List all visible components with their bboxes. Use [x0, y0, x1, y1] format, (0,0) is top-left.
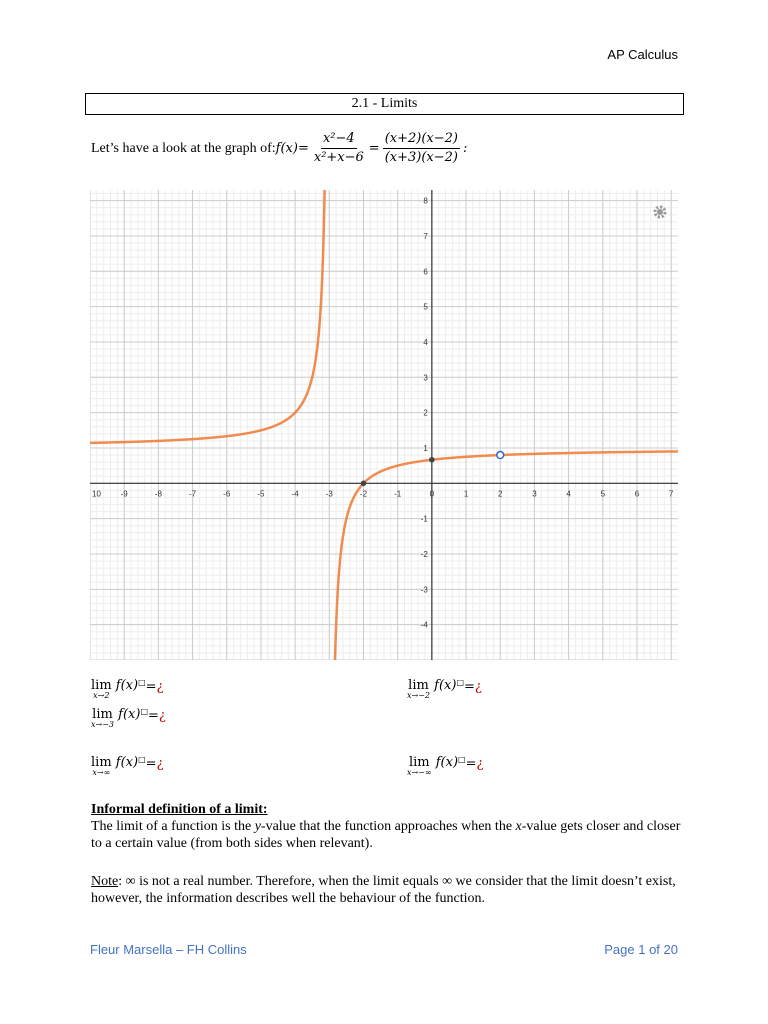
definition-part: -value that the function approaches when the — [260, 819, 516, 834]
y-value-term: y — [254, 819, 261, 834]
x-tick-label: 4 — [566, 489, 571, 499]
lim-subscript: x→−∞ — [407, 768, 432, 777]
y-tick-label: -3 — [420, 585, 428, 595]
lim-expression: f(x) — [115, 755, 139, 770]
x-tick-label: 2 — [498, 489, 503, 499]
x-tick-label: 1 — [463, 489, 469, 499]
lim-word: lim — [408, 755, 430, 770]
lim-expression: f(x) — [434, 678, 457, 693]
lim-answer: ¿ — [158, 708, 166, 724]
function-graph — [90, 190, 678, 660]
lim-expression: f(x) — [115, 678, 139, 693]
fraction-original — [312, 130, 366, 167]
x-tick-label: 7 — [668, 489, 674, 499]
definition-part: The limit of a function is the — [91, 819, 255, 834]
y-tick-label: -2 — [420, 549, 428, 559]
factored-denominator: (x+3)(x−2) — [384, 150, 458, 165]
footer-page-number: Page 1 of 20 — [604, 942, 678, 957]
lim-word: lim — [91, 755, 112, 770]
limit-x-to-neg-inf — [407, 755, 483, 777]
x-value-term: x — [515, 819, 522, 834]
lim-word: lim — [91, 678, 112, 693]
limit-x-to-neg3 — [91, 707, 166, 729]
fraction-factored — [383, 130, 460, 167]
x-tick-label: 6 — [634, 489, 640, 499]
open-point — [497, 452, 504, 459]
lim-box: □ — [458, 755, 466, 764]
x-tick-label: 3 — [532, 489, 537, 499]
gear-icon — [655, 207, 665, 217]
page-title: 2.1 - Limits — [85, 93, 684, 115]
lim-box: □ — [138, 755, 146, 764]
note-label: Note — [91, 874, 119, 889]
function-name: f(x)= — [275, 141, 309, 156]
x-tick-label: -1 — [394, 489, 402, 499]
y-tick-label: 7 — [423, 231, 428, 241]
lim-subscript: x→−3 — [91, 720, 115, 729]
y-tick-label: 3 — [423, 373, 428, 383]
header-course: AP Calculus — [607, 47, 678, 62]
x-tick-label: -9 — [120, 489, 128, 499]
lim-subscript: x→∞ — [92, 768, 111, 777]
limit-x-to-inf — [91, 755, 164, 777]
x-tick-label: -4 — [291, 489, 299, 499]
y-tick-label: 2 — [423, 408, 428, 418]
footer-author: Fleur Marsella – FH Collins — [90, 942, 247, 957]
x-tick-label: 0 — [429, 489, 435, 499]
lim-subscript: x→−2 — [407, 691, 431, 700]
y-tick-label: 1 — [423, 443, 428, 453]
lim-equals: = — [145, 679, 157, 695]
y-tick-label: -1 — [420, 514, 428, 524]
lim-equals: = — [145, 756, 157, 772]
y-tick-label: 5 — [423, 302, 428, 312]
lim-answer: ¿ — [476, 756, 484, 772]
intro-text: Let’s have a look at the graph of: — [91, 140, 276, 156]
equals-sign: = — [368, 141, 380, 156]
definition-section — [91, 801, 691, 852]
lim-box: □ — [456, 678, 465, 687]
x-tick-label: -5 — [257, 489, 265, 499]
y-tick-label: 6 — [423, 267, 428, 277]
x-tick-label: 5 — [600, 489, 606, 499]
definition-text — [91, 818, 691, 852]
lim-equals: = — [148, 708, 159, 724]
lim-answer: ¿ — [156, 756, 164, 772]
fraction-denominator: x²+x−6 — [313, 150, 364, 165]
x-tick-label: -8 — [154, 489, 162, 499]
note-section — [91, 873, 691, 907]
colon: : — [462, 141, 468, 156]
lim-equals: = — [465, 756, 477, 772]
lim-answer: ¿ — [474, 679, 482, 695]
limit-x-to-2 — [91, 678, 164, 700]
lim-expression: f(x) — [118, 707, 141, 722]
definition-part: -value gets closer and closer to a certain value (from both sides when relevant). — [91, 819, 681, 851]
lim-equals: = — [464, 679, 475, 695]
filled-point — [429, 457, 435, 463]
x-tick-label: -3 — [325, 489, 333, 499]
lim-answer: ¿ — [156, 679, 164, 695]
x-tick-label: -6 — [223, 489, 231, 499]
note-text: : ∞ is not a real number. Therefore, when the limit equals ∞ we consider that the limit doesn’t exist, however, the information describes well the behaviour of the function. — [91, 874, 676, 906]
y-tick-label: 4 — [423, 337, 428, 347]
lim-expression: f(x) — [435, 755, 459, 770]
x-tick-label: 10 — [92, 489, 101, 499]
lim-box: □ — [140, 707, 149, 716]
intro-line — [91, 130, 467, 167]
limit-x-to-neg2 — [407, 678, 482, 700]
y-tick-label: 8 — [423, 196, 428, 206]
x-tick-label: -2 — [359, 489, 368, 499]
factored-numerator: (x+2)(x−2) — [383, 130, 460, 149]
lim-word: lim — [92, 707, 113, 722]
lim-word: lim — [408, 678, 429, 693]
fraction-numerator: x²−4 — [321, 130, 357, 149]
lim-box: □ — [138, 678, 146, 687]
lim-subscript: x→2 — [93, 691, 110, 700]
definition-heading: Informal definition of a limit: — [91, 802, 268, 817]
curve-left-branch — [90, 190, 325, 443]
x-tick-label: -7 — [188, 489, 197, 499]
filled-point — [361, 481, 367, 487]
y-tick-label: -4 — [420, 620, 428, 630]
